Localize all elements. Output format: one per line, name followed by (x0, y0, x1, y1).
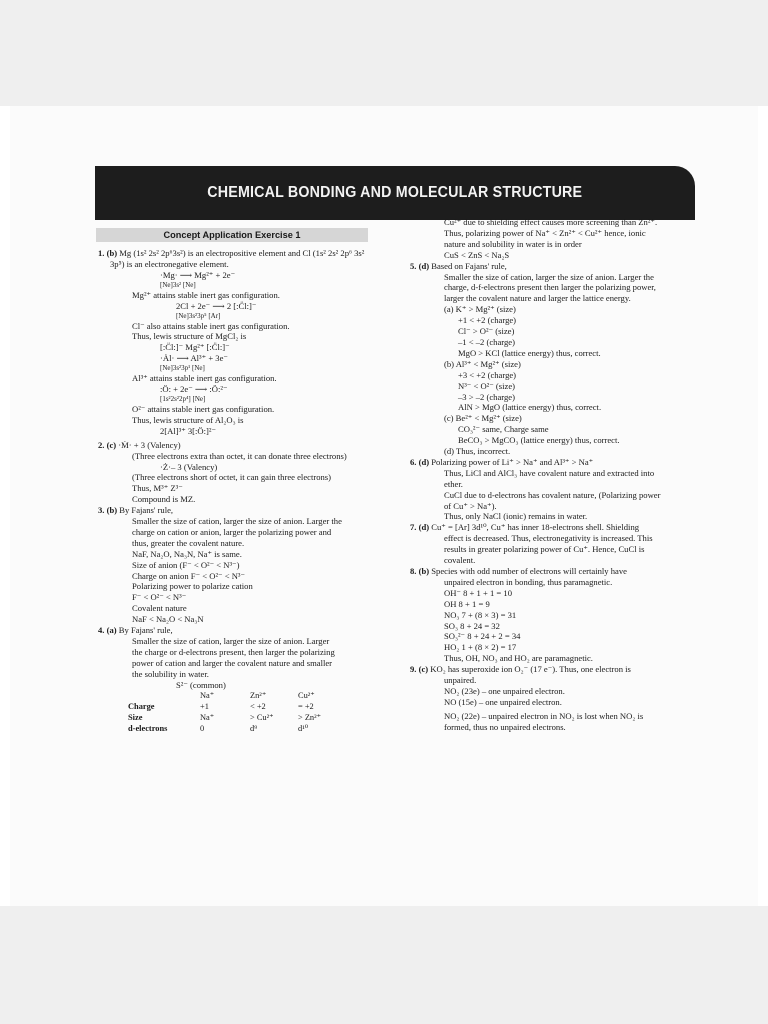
right-text-line (408, 533, 690, 544)
line-text: CuCl due to d-electrons has covalent nature, (Polarizing power (444, 489, 661, 500)
right-text-line (408, 501, 690, 512)
line-text: thus, greater the covalent nature. (132, 537, 245, 548)
line-text: unpaired. (444, 675, 477, 686)
right-text-line (408, 261, 690, 272)
right-text-line (408, 282, 690, 293)
line-text: S²⁻ (common) (176, 679, 226, 690)
table-row (128, 713, 338, 724)
right-text-line (408, 490, 690, 501)
right-text-line (408, 370, 690, 381)
left-text-line (96, 342, 368, 353)
line-text: (d) Thus, incorrect. (444, 446, 511, 457)
right-text-line (408, 664, 690, 675)
line-text: Size of anion (F⁻ < O²⁻ < N³⁻) (132, 559, 240, 570)
line-text: BeCO₃ > MgCO₃ (lattice energy) thus, correct. (458, 435, 620, 446)
line-text: +1 < +2 (charge) (458, 315, 517, 326)
line-text: CuS < ZnS < Na₂S (444, 249, 510, 260)
line-text: NaF < Na₂O < Na₃N (132, 614, 204, 625)
line-text: [Ne]3s²3p¹ [Ne] (160, 364, 205, 373)
comparison-table (128, 691, 338, 735)
right-text-line (408, 457, 690, 468)
left-text-line (96, 395, 368, 404)
left-text-line (96, 415, 368, 426)
right-text-line (408, 402, 690, 413)
right-text-line (408, 642, 690, 653)
line-text: of Cu⁺ > Na⁺). (444, 500, 497, 511)
line-text: Cu²⁺ due to shielding effect causes more screening than Zn²⁺. (444, 217, 658, 227)
line-text: (c) Be²⁺ < Mg²⁺ (size) (444, 413, 522, 424)
right-text-line (408, 511, 690, 522)
line-text: (Three electrons extra than octet, it can donate three electrons) (132, 450, 347, 461)
table-row (128, 691, 338, 702)
left-text-line (96, 549, 368, 560)
right-text-line (408, 293, 690, 304)
page-edge-left (0, 106, 10, 906)
line-text: Cl⁻ > O²⁻ (size) (458, 326, 515, 337)
table-cell: Size (128, 712, 143, 722)
question-number: 3. (b) (98, 505, 118, 516)
line-text: [Ne]3s² [Ne] (160, 280, 196, 289)
line-text: –1 < –2 (charge) (458, 336, 515, 347)
line-text: Charge on anion F⁻ < O²⁻ < N³⁻ (132, 570, 246, 581)
right-text-line (408, 566, 690, 577)
left-text-line (96, 636, 368, 647)
line-text: ·Ż·– 3 (Valency) (160, 461, 218, 472)
line-text: Polarizing power to polarize cation (132, 581, 253, 592)
left-text-line (96, 353, 368, 364)
exercise-header: Concept Application Exercise 1 (96, 228, 368, 242)
line-text: Thus, lewis structure of Al₂O₃ is (132, 414, 244, 425)
left-text-line (96, 505, 368, 516)
line-text: –3 > –2 (charge) (458, 391, 515, 402)
left-text-line (96, 301, 368, 312)
right-text-line (408, 711, 690, 722)
line-text: NO₂ (23e) – one unpaired electron. (444, 685, 565, 696)
line-text: unpaired electron in bonding, thus paramagnetic. (444, 576, 613, 587)
line-text: MgO > KCl (lattice energy) thus, correct. (458, 347, 601, 358)
right-text-line (408, 675, 690, 686)
left-text-line (96, 516, 368, 527)
line-text: covalent. (444, 555, 476, 566)
chapter-banner (95, 166, 695, 220)
line-text: Smaller the size of cation, larger the size of anion. Larger (132, 636, 330, 646)
line-text: SO₃²⁻ 8 + 24 + 2 = 34 (444, 631, 521, 642)
left-text-line (96, 614, 368, 625)
left-text-line (96, 527, 368, 538)
left-text-line (96, 462, 368, 473)
line-text: Cu⁺ = [Ar] 3d¹⁰, Cu⁺ has inner 18-electrons shell. Shielding (429, 522, 640, 533)
table-cell: > Zn²⁺ (298, 712, 322, 722)
right-text-line (408, 610, 690, 621)
table-cell: Na⁺ (200, 712, 215, 722)
line-text: Thus, polarizing power of Na⁺ < Zn²⁺ < Cu²⁺ hence, ionic (444, 227, 646, 238)
line-text: larger the covalent nature and larger the lattice energy. (444, 293, 631, 304)
right-text-line (408, 250, 690, 261)
line-text: :Ö: + 2e⁻ ⟶ :Ö:²⁻ (160, 384, 228, 395)
line-text: Smaller the size of cation, larger the size of anion. Larger the (444, 271, 654, 282)
left-text-line (96, 331, 368, 342)
left-text-line (96, 494, 368, 505)
line-text: O²⁻ attains stable inert gas configuration. (132, 403, 275, 414)
line-text: the charge or d-electrons present, then larger the polarizing (132, 646, 335, 657)
line-text: N³⁻ < O²⁻ (size) (458, 380, 516, 391)
right-text-line (408, 326, 690, 337)
question-number: 9. (c) (410, 664, 429, 675)
right-text-line (408, 381, 690, 392)
question-number: 4. (a) (98, 625, 117, 636)
question-number: 1. (b) (98, 248, 118, 258)
right-column (408, 217, 690, 733)
right-text-line (408, 577, 690, 588)
line-text: NO₂ (22e) – unpaired electron in NO₂ is lost when NO₂ is (444, 710, 644, 721)
right-text-line (408, 228, 690, 239)
question-number: 2. (c) (98, 439, 117, 450)
left-text-line (96, 321, 368, 332)
line-text: [1s²2s²2p⁴] [Ne] (160, 394, 206, 403)
left-text-line (96, 248, 368, 270)
line-text: (a) K⁺ > Mg²⁺ (size) (444, 304, 516, 315)
left-text-line (96, 483, 368, 494)
line-text: Based on Fajans' rule, (429, 260, 507, 271)
line-text: HO₂ 1 + (8 × 2) = 17 (444, 642, 517, 653)
right-text-line (408, 359, 690, 370)
document-page (10, 106, 758, 906)
line-text: (b) Al³⁺ < Mg²⁺ (size) (444, 358, 521, 369)
left-text-line (96, 538, 368, 549)
left-text-line (96, 270, 368, 281)
line-text: charge, d-f-electrons present then larger the polarizing power, (444, 282, 656, 293)
right-text-line (408, 239, 690, 250)
left-column (96, 228, 368, 735)
left-text-line (96, 592, 368, 603)
right-text-line (408, 722, 690, 733)
question-number: 6. (d) (410, 456, 430, 467)
question-number: 8. (b) (410, 566, 430, 576)
line-text: (Three electrons short of octet, it can gain three electrons) (132, 472, 331, 483)
line-text: SO₃ 8 + 24 = 32 (444, 620, 500, 631)
right-text-line (408, 479, 690, 490)
line-text: nature and solubility in water is in order (444, 238, 582, 249)
table-row (128, 702, 338, 713)
right-text-line (408, 424, 690, 435)
right-text-line (408, 392, 690, 403)
table-cell: < +2 (250, 701, 266, 711)
chapter-title: CHEMICAL BONDING AND MOLECULAR STRUCTURE (207, 184, 583, 201)
table-cell: Charge (128, 701, 155, 711)
line-text: NaF, Na₂O, Na₃N, Na⁺ is same. (132, 548, 242, 559)
line-text: Mg²⁺ attains stable inert gas configuration. (132, 289, 280, 300)
line-text: ·Ṁ· + 3 (Valency) (116, 439, 181, 450)
line-text: Species with odd number of electrons will certainly have (429, 566, 627, 576)
line-text: Thus, OH, NO₃ and HO₂ are paramagnetic. (444, 653, 593, 664)
line-text: 2Cl + 2e⁻ ⟶ 2 [:C̈l:]⁻ (176, 300, 257, 311)
left-text-line (96, 290, 368, 301)
left-text-line (96, 440, 368, 451)
question-number: 5. (d) (410, 260, 430, 271)
table-cell: Zn²⁺ (250, 690, 267, 700)
table-cell: 0 (200, 723, 205, 733)
line-text: ·Mg· ⟶ Mg²⁺ + 2e⁻ (160, 269, 236, 280)
line-text: effect is decreased. Thus, electronegativity is increased. This (444, 533, 653, 544)
right-text-line (408, 599, 690, 610)
line-text: CO₃²⁻ same, Charge same (458, 424, 549, 435)
left-text-line (96, 384, 368, 395)
line-text: Thus, only NaCl (ionic) remains in water. (444, 511, 588, 522)
line-text: Thus, M³⁺ Z³⁻ (132, 483, 183, 494)
line-text: OH⁻ 8 + 1 + 1 = 10 (444, 587, 513, 598)
left-text-line (96, 571, 368, 582)
table-row (128, 724, 338, 735)
line-text: [Ne]3s²3p⁵ [Ar] (176, 311, 221, 320)
left-text-line (96, 426, 368, 437)
left-text-line (96, 647, 368, 658)
line-text: Thus, lewis structure of MgCl₂ is (132, 331, 247, 342)
line-text: charge on cation or anion, larger the polarizing power and (132, 526, 332, 537)
right-text-line (408, 413, 690, 424)
line-text: NO (15e) – one unpaired electron. (444, 696, 562, 707)
right-text-line (408, 697, 690, 708)
table-cell (128, 691, 200, 702)
left-text-line (96, 658, 368, 669)
right-text-line (408, 555, 690, 566)
table-cell: = +2 (298, 701, 314, 711)
right-text-line (408, 435, 690, 446)
background-bottom (0, 906, 768, 1024)
right-text-line (408, 315, 690, 326)
right-text-line (408, 686, 690, 697)
right-text-line (408, 304, 690, 315)
left-text-line (96, 560, 368, 571)
question-number: 7. (d) (410, 522, 430, 533)
table-cell: > Cu²⁺ (250, 712, 274, 722)
left-text-line (96, 472, 368, 483)
page-edge-right (758, 106, 768, 906)
right-text-line (408, 631, 690, 642)
line-text: formed, thus no unpaired electrons. (444, 721, 566, 732)
line-text: Thus, LiCl and AlCl₃ have covalent nature and extracted into (444, 467, 655, 478)
line-text: F⁻ < O²⁻ < N³⁻ (132, 592, 187, 603)
background-top (0, 0, 768, 106)
line-text: Covalent nature (132, 603, 187, 614)
right-text-line (408, 544, 690, 555)
left-text-line (96, 404, 368, 415)
line-text: +3 < +2 (charge) (458, 369, 517, 380)
line-text: Polarizing power of Li⁺ > Na⁺ and Al³⁺ > Na⁺ (429, 456, 594, 467)
line-text: Compound is MZ. (132, 494, 196, 505)
left-text-line (96, 281, 368, 290)
line-text: power of cation and larger the covalent nature and smaller (132, 657, 333, 668)
right-text-line (408, 468, 690, 479)
left-text-line (96, 625, 368, 636)
right-text-line (408, 621, 690, 632)
line-text: KO₂ has superoxide ion O₂⁻ (17 e⁻). Thus, one electron is (428, 664, 631, 675)
right-text-line (408, 337, 690, 348)
left-text-line (96, 680, 368, 691)
table-cell: d⁹ (250, 723, 258, 733)
left-column-text (96, 248, 368, 691)
left-text-line (96, 373, 368, 384)
right-text-line (408, 588, 690, 599)
line-text: Smaller the size of cation, larger the size of anion. Larger the (132, 516, 342, 527)
line-text: Mg (1s² 2s² 2p⁶3s²) is an electropositive element and Cl (1s² 2s² 2p⁶ 3s² 3p⁵) is an electronegative element. (110, 248, 365, 269)
line-text: AlN > MgO (lattice energy) thus, correct. (458, 402, 602, 413)
line-text: By Fajans' rule, (116, 625, 173, 636)
left-text-line (96, 364, 368, 373)
left-text-line (96, 603, 368, 614)
left-text-line (96, 669, 368, 680)
right-text-line (408, 272, 690, 283)
left-text-line (96, 581, 368, 592)
left-text-line (96, 312, 368, 321)
line-text: the solubility in water. (132, 668, 209, 679)
right-text-line (408, 522, 690, 533)
line-text: Al³⁺ attains stable inert gas configuration. (132, 373, 277, 384)
line-text: results in greater polarizing power of Cu⁺. Hence, CuCl is (444, 544, 645, 555)
left-text-line (96, 451, 368, 462)
right-text-line (408, 217, 690, 228)
table-cell: d-electrons (128, 723, 168, 733)
right-text-line (408, 446, 690, 457)
table-cell: Na⁺ (200, 690, 215, 700)
line-text: ether. (444, 478, 463, 489)
line-text: NO₃ 7 + (8 × 3) = 31 (444, 609, 517, 620)
line-text: ·Ȧl· ⟶ Al³⁺ + 3e⁻ (160, 353, 228, 364)
line-text: 2[Al]³⁺ 3[:Ö:]²⁻ (160, 425, 216, 436)
line-text: [:C̈l:]⁻ Mg²⁺ [:C̈l:]⁻ (160, 342, 230, 353)
right-text-line (408, 653, 690, 664)
right-text-line (408, 348, 690, 359)
right-column-text (408, 217, 690, 733)
table-cell: Cu²⁺ (298, 690, 315, 700)
table-cell: d¹⁰ (298, 723, 309, 733)
line-text: OH 8 + 1 = 9 (444, 598, 490, 609)
line-text: By Fajans' rule, (117, 505, 174, 516)
line-text: Cl⁻ also attains stable inert gas configuration. (132, 320, 290, 331)
table-cell: +1 (200, 701, 209, 711)
